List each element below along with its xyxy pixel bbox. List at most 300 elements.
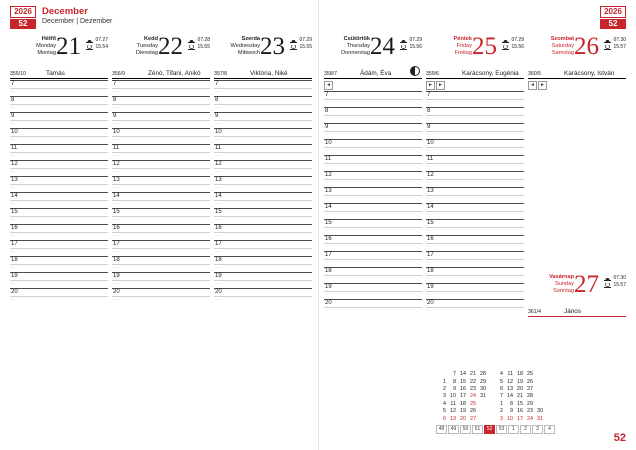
sunset-icon: [188, 45, 195, 50]
mini-cell: 27: [470, 415, 476, 422]
mini-cell: 19: [460, 408, 466, 415]
half-hour-marker: ··: [325, 212, 329, 218]
name-day: János: [564, 308, 582, 315]
half-hour-marker: ··: [325, 180, 329, 186]
mini-cell: [436, 371, 446, 378]
week-chip[interactable]: 4: [544, 425, 555, 434]
hour-label: 13: [215, 177, 222, 183]
name-day: Karácsony, Eugénia: [462, 70, 519, 77]
mini-cell: 26: [527, 378, 533, 385]
half-hour-marker: ··: [113, 153, 117, 159]
sunrise-icon: [604, 38, 611, 43]
mini-cell: 4: [443, 400, 446, 407]
half-hour-marker: ··: [427, 196, 431, 202]
sunset-time: 15.56: [409, 44, 422, 50]
day-column-wednesday[interactable]: [214, 34, 312, 304]
mini-calendar-row: [436, 379, 558, 386]
mini-cell: 24: [470, 393, 476, 400]
day-of-year: 355/10: [10, 71, 26, 77]
day-name-hu: Vasárnap: [549, 274, 574, 280]
mini-cell: 29: [527, 400, 533, 407]
hour-label: 13: [325, 188, 332, 194]
half-hour-marker: ··: [113, 185, 117, 191]
sun-times-friday: [502, 37, 524, 51]
hour-label: 8: [325, 108, 329, 114]
half-hour-marker: ··: [113, 169, 117, 175]
mini-cell: 30: [537, 408, 543, 415]
day-number: 26: [574, 33, 599, 60]
sunset-time: 15.57: [613, 282, 626, 288]
mini-cell: 14: [507, 393, 513, 400]
hour-label: 10: [427, 140, 434, 146]
half-hour-marker: ··: [113, 217, 117, 223]
half-hour-marker: ··: [11, 137, 15, 143]
week-nav-prev[interactable]: ◄: [528, 81, 537, 90]
sunset-icon: [604, 45, 611, 50]
hour-label: 20: [325, 300, 332, 306]
sun-times-saturday: [604, 37, 626, 51]
hour-label: 19: [11, 273, 18, 279]
day-names-saturday: [528, 36, 574, 57]
hour-label: 11: [215, 145, 222, 151]
half-hour-marker: ··: [113, 137, 117, 143]
sunset-time: 15.56: [511, 44, 524, 50]
mini-cell: 23: [470, 385, 476, 392]
half-hour-marker: ··: [427, 116, 431, 122]
hour-grid-thursday[interactable]: [324, 91, 422, 315]
half-hour-marker: ··: [427, 244, 431, 250]
mini-cell: [476, 408, 486, 415]
sunset-icon: [502, 45, 509, 50]
mini-cell: 6: [500, 385, 503, 392]
half-hour-marker: ··: [11, 233, 15, 239]
hour-label: 10: [113, 129, 120, 135]
half-hour-marker: ··: [11, 297, 15, 303]
half-hour-marker: ··: [113, 297, 117, 303]
hour-label: 16: [215, 225, 222, 231]
mini-cell: 3: [443, 393, 446, 400]
hour-label: 9: [113, 113, 117, 119]
day-name-en: Monday: [36, 43, 56, 49]
week-chip[interactable]: 1: [508, 425, 519, 434]
hour-label: 9: [325, 124, 329, 130]
half-hour-marker: ··: [11, 201, 15, 207]
day-header-friday: [426, 34, 524, 79]
half-hour-marker: ··: [325, 228, 329, 234]
day-name-de: Mittwoch: [237, 50, 260, 56]
mini-cell: 8: [510, 400, 513, 407]
sun-times-sunday: [604, 275, 626, 289]
day-name-en: Thursday: [346, 43, 370, 49]
hour-label: 15: [325, 220, 332, 226]
half-hour-marker: ··: [325, 100, 329, 106]
mini-cell: 7: [500, 393, 503, 400]
mini-cell: 1: [500, 400, 503, 407]
day-header-tuesday: [112, 34, 210, 79]
half-hour-marker: ··: [11, 217, 15, 223]
hour-label: 19: [215, 273, 222, 279]
mini-calendar-week-strip[interactable]: [436, 425, 558, 434]
hour-label: 11: [325, 156, 332, 162]
half-hour-marker: ··: [113, 89, 117, 95]
hour-label: 12: [113, 161, 120, 167]
sunrise-time: 07.29: [299, 37, 312, 43]
half-hour-marker: ··: [113, 121, 117, 127]
name-day: Viktória, Niké: [250, 70, 288, 77]
hour-label: 8: [11, 97, 15, 103]
week-nav-prev[interactable]: ►: [426, 81, 435, 90]
mini-cell: 19: [517, 378, 523, 385]
sunset-icon: [604, 283, 611, 288]
month-title: December: [42, 6, 88, 17]
mini-cell: 11: [507, 371, 513, 378]
day-name-en: Sunday: [555, 281, 574, 287]
mini-cell: 13: [507, 385, 513, 392]
half-hour-marker: ··: [325, 292, 329, 298]
mini-calendar-row: [436, 408, 558, 415]
day-name-de: Freitag: [454, 50, 472, 56]
day-names-sunday: [528, 274, 574, 295]
half-hour-marker: ··: [325, 148, 329, 154]
sunset-icon: [290, 45, 297, 50]
hour-label: 14: [11, 193, 18, 199]
day-name-hu: Hétfő: [41, 36, 56, 42]
mini-cell: 9: [510, 408, 513, 415]
mini-cell: 7: [453, 371, 456, 378]
mini-cell: 15: [460, 378, 466, 385]
day-number: 24: [370, 33, 395, 60]
weekend-notes-area[interactable]: [528, 96, 626, 272]
day-column-tuesday[interactable]: [112, 34, 210, 304]
half-hour-marker: ··: [113, 105, 117, 111]
day-column-monday[interactable]: [10, 34, 108, 304]
half-hour-marker: ··: [427, 132, 431, 138]
half-hour-marker: ··: [427, 308, 431, 314]
half-hour-marker: ··: [215, 201, 219, 207]
half-hour-marker: ··: [215, 137, 219, 143]
sunset-time: 15.55: [299, 44, 312, 50]
sunrise-time: 07.29: [511, 37, 524, 43]
hour-label: 13: [11, 177, 18, 183]
hour-label: 13: [427, 188, 434, 194]
hour-label: 8: [427, 108, 431, 114]
half-hour-marker: ··: [215, 169, 219, 175]
half-hour-marker: ··: [325, 276, 329, 282]
sunrise-icon: [86, 38, 93, 43]
week-number-badge: 52: [10, 19, 36, 29]
sunrise-time: 07.29: [409, 37, 422, 43]
sunset-time: 15.57: [613, 44, 626, 50]
hour-label: 18: [325, 268, 332, 274]
week-chip[interactable]: 2: [520, 425, 531, 434]
day-column-weekend[interactable]: [528, 34, 626, 413]
week-nav-next[interactable]: ►: [538, 81, 547, 90]
day-column-friday[interactable]: [426, 34, 524, 413]
sunrise-icon: [604, 276, 611, 281]
sun-times-monday: [86, 37, 108, 51]
hour-label: 12: [325, 172, 332, 178]
hour-label: 15: [427, 220, 434, 226]
hour-grid-monday[interactable]: [10, 80, 108, 304]
mini-cell: [476, 416, 486, 423]
hour-label: 15: [11, 209, 18, 215]
half-hour-marker: ··: [427, 212, 431, 218]
hour-label: 13: [113, 177, 120, 183]
hour-label: 9: [427, 124, 431, 130]
half-hour-marker: ··: [325, 244, 329, 250]
mini-cell: 27: [527, 385, 533, 392]
hour-label: 16: [325, 236, 332, 242]
half-hour-marker: ··: [427, 260, 431, 266]
mini-cell: 11: [450, 400, 456, 407]
mini-cell: 1: [443, 378, 446, 385]
sun-times-tuesday: [188, 37, 210, 51]
hour-grid-wednesday[interactable]: [214, 80, 312, 304]
day-name-hu: Péntek: [453, 36, 472, 42]
half-hour-marker: ··: [215, 185, 219, 191]
half-hour-marker: ··: [325, 196, 329, 202]
sunrise-time: 07.30: [613, 275, 626, 281]
hour-label: 10: [215, 129, 222, 135]
hour-label: 17: [113, 241, 120, 247]
mini-cell: 23: [527, 408, 533, 415]
year-week-badge: [10, 6, 36, 29]
day-names-thursday: [324, 36, 370, 57]
day-name-en: Wednesday: [230, 43, 260, 49]
hour-label: 10: [325, 140, 332, 146]
half-hour-marker: ··: [11, 185, 15, 191]
hour-label: 14: [427, 204, 434, 210]
week-chip-current[interactable]: 52: [484, 425, 495, 434]
half-hour-marker: ··: [427, 276, 431, 282]
mini-cell: 31: [537, 415, 543, 422]
sunrise-icon: [400, 38, 407, 43]
day-name-en: Saturday: [551, 43, 574, 49]
mini-cell: 28: [480, 371, 486, 378]
hour-label: 15: [113, 209, 120, 215]
mini-cell: 25: [470, 400, 476, 407]
half-hour-marker: ··: [113, 233, 117, 239]
year-label: 2026: [10, 6, 36, 18]
mini-calendar[interactable]: [436, 371, 558, 434]
day-name-en: Friday: [456, 43, 472, 49]
hour-grid-tuesday[interactable]: [112, 80, 210, 304]
half-hour-marker: ··: [113, 265, 117, 271]
half-hour-marker: ··: [427, 180, 431, 186]
hour-label: 9: [11, 113, 15, 119]
sunset-icon: [86, 45, 93, 50]
hour-label: 7: [427, 92, 431, 98]
half-hour-marker: ··: [11, 89, 15, 95]
right-day-columns: [324, 34, 626, 413]
day-column-thursday[interactable]: [324, 34, 422, 413]
right-page-header: [324, 6, 626, 32]
day-of-year: 360/5: [528, 71, 541, 77]
hour-label: 11: [113, 145, 120, 151]
mini-calendar-row: [436, 401, 558, 408]
mini-cell: 6: [443, 415, 446, 422]
sunrise-icon: [188, 38, 195, 43]
day-names-tuesday: [112, 36, 158, 57]
mini-cell: 5: [443, 408, 446, 415]
day-name-de: Samstag: [551, 50, 574, 56]
hour-label: 10: [11, 129, 18, 135]
half-hour-marker: ··: [11, 121, 15, 127]
year-label: 2026: [600, 6, 626, 18]
hour-label: 17: [11, 241, 18, 247]
hour-label: 12: [215, 161, 222, 167]
half-hour-marker: ··: [427, 100, 431, 106]
hour-label: 19: [325, 284, 332, 290]
mini-cell: 17: [460, 393, 466, 400]
left-day-columns: [10, 34, 312, 304]
mini-cell: 10: [450, 393, 456, 400]
day-of-year: 357/8: [214, 71, 227, 77]
sunset-time: 15.55: [197, 44, 210, 50]
mini-cell: 9: [453, 385, 456, 392]
hour-label: 18: [113, 257, 120, 263]
mini-cell: 18: [517, 371, 523, 378]
hour-label: 16: [427, 236, 434, 242]
mini-cell: 29: [480, 378, 486, 385]
left-page-header: [10, 6, 312, 32]
week-nav-friday[interactable]: [426, 81, 524, 90]
hour-label: 8: [215, 97, 219, 103]
day-number: 21: [56, 33, 81, 60]
hour-label: 19: [113, 273, 120, 279]
half-hour-marker: ··: [11, 265, 15, 271]
mini-calendar-row: [436, 386, 558, 393]
hour-label: 16: [113, 225, 120, 231]
week-chip[interactable]: 49: [448, 425, 459, 434]
hour-label: 11: [11, 145, 18, 151]
half-hour-marker: ··: [215, 265, 219, 271]
hour-label: 20: [113, 289, 120, 295]
hour-label: 11: [427, 156, 434, 162]
mini-cell: 22: [470, 378, 476, 385]
mini-cell: 20: [517, 385, 523, 392]
hour-label: 7: [113, 81, 117, 87]
half-hour-marker: ··: [215, 105, 219, 111]
sunrise-time: 07.27: [95, 37, 108, 43]
hour-label: 16: [11, 225, 18, 231]
half-hour-marker: ··: [325, 308, 329, 314]
mini-cell: 25: [527, 371, 533, 378]
mini-cell: 17: [517, 415, 523, 422]
name-day: Zénó, Tifani, Anikó: [148, 70, 201, 77]
hour-label: 17: [325, 252, 332, 258]
half-hour-marker: ··: [215, 297, 219, 303]
week-chip[interactable]: 51: [472, 425, 483, 434]
day-number: 22: [158, 33, 183, 60]
right-page: [318, 0, 636, 450]
sunrise-time: 07.28: [197, 37, 210, 43]
half-hour-marker: ··: [427, 148, 431, 154]
day-of-year: 356/9: [112, 71, 125, 77]
day-name-de: Montag: [37, 50, 56, 56]
half-hour-marker: ··: [11, 153, 15, 159]
mini-cell: 21: [517, 393, 523, 400]
hour-grid-friday[interactable]: [426, 91, 524, 315]
half-hour-marker: ··: [427, 292, 431, 298]
name-day: Ádám, Éva: [360, 70, 392, 77]
mini-cell: 21: [470, 371, 476, 378]
year-week-badge-right: [600, 6, 626, 29]
day-names-friday: [426, 36, 472, 57]
week-chip[interactable]: 3: [532, 425, 543, 434]
day-name-hu: Szerda: [241, 36, 260, 42]
mini-cell: 3: [500, 415, 503, 422]
sunrise-icon: [290, 38, 297, 43]
mini-cell: 28: [527, 393, 533, 400]
week-nav-next[interactable]: ►: [436, 81, 445, 90]
week-chip[interactable]: 50: [460, 425, 471, 434]
month-title-block: [42, 6, 312, 26]
day-number: 27: [574, 271, 599, 298]
mini-cell: 2: [443, 385, 446, 392]
half-hour-marker: ··: [113, 201, 117, 207]
week-nav-thursday[interactable]: [324, 81, 422, 90]
day-header-wednesday: [214, 34, 312, 79]
mini-cell: 2: [500, 408, 503, 415]
hour-label: 20: [11, 289, 18, 295]
sunrise-icon: [502, 38, 509, 43]
hour-label: 7: [11, 81, 15, 87]
hour-label: 20: [427, 300, 434, 306]
day-name-en: Tuesday: [136, 43, 158, 49]
half-hour-marker: ··: [215, 89, 219, 95]
mini-cell: 30: [480, 385, 486, 392]
half-hour-marker: ··: [215, 217, 219, 223]
mini-cell: 15: [517, 400, 523, 407]
hour-label: 14: [325, 204, 332, 210]
mini-calendar-row: [436, 416, 558, 423]
mini-cell: [476, 401, 486, 408]
half-hour-marker: ··: [113, 281, 117, 287]
half-hour-marker: ··: [215, 153, 219, 159]
sunset-icon: [400, 45, 407, 50]
hour-label: 12: [427, 172, 434, 178]
sun-times-wednesday: [290, 37, 312, 51]
hour-label: 20: [215, 289, 222, 295]
day-name-de: Donnerstag: [341, 50, 370, 56]
week-nav-prev[interactable]: ◄: [324, 81, 333, 90]
day-number: 25: [472, 33, 497, 60]
week-chip[interactable]: 53: [496, 425, 507, 434]
half-hour-marker: ··: [215, 249, 219, 255]
mini-cell: 5: [500, 378, 503, 385]
mini-calendar-row: [436, 371, 558, 378]
half-hour-marker: ··: [325, 260, 329, 266]
hour-label: 9: [215, 113, 219, 119]
mini-cell: 20: [460, 415, 466, 422]
day-names-wednesday: [214, 36, 260, 57]
name-day: Tamás: [46, 70, 65, 77]
mini-cell: 10: [507, 415, 513, 422]
hour-label: 18: [215, 257, 222, 263]
mini-cell: 12: [450, 408, 456, 415]
day-names-monday: [10, 36, 56, 57]
day-of-year: 361/4: [528, 309, 541, 315]
mini-cell: 12: [507, 378, 513, 385]
half-hour-marker: ··: [215, 281, 219, 287]
week-nav-weekend[interactable]: [528, 81, 626, 90]
mini-calendar-row: [436, 393, 558, 400]
hour-label: 17: [427, 252, 434, 258]
mini-cell: 16: [460, 385, 466, 392]
week-chip[interactable]: 48: [436, 425, 447, 434]
name-day: Karácsony, István: [564, 70, 615, 77]
